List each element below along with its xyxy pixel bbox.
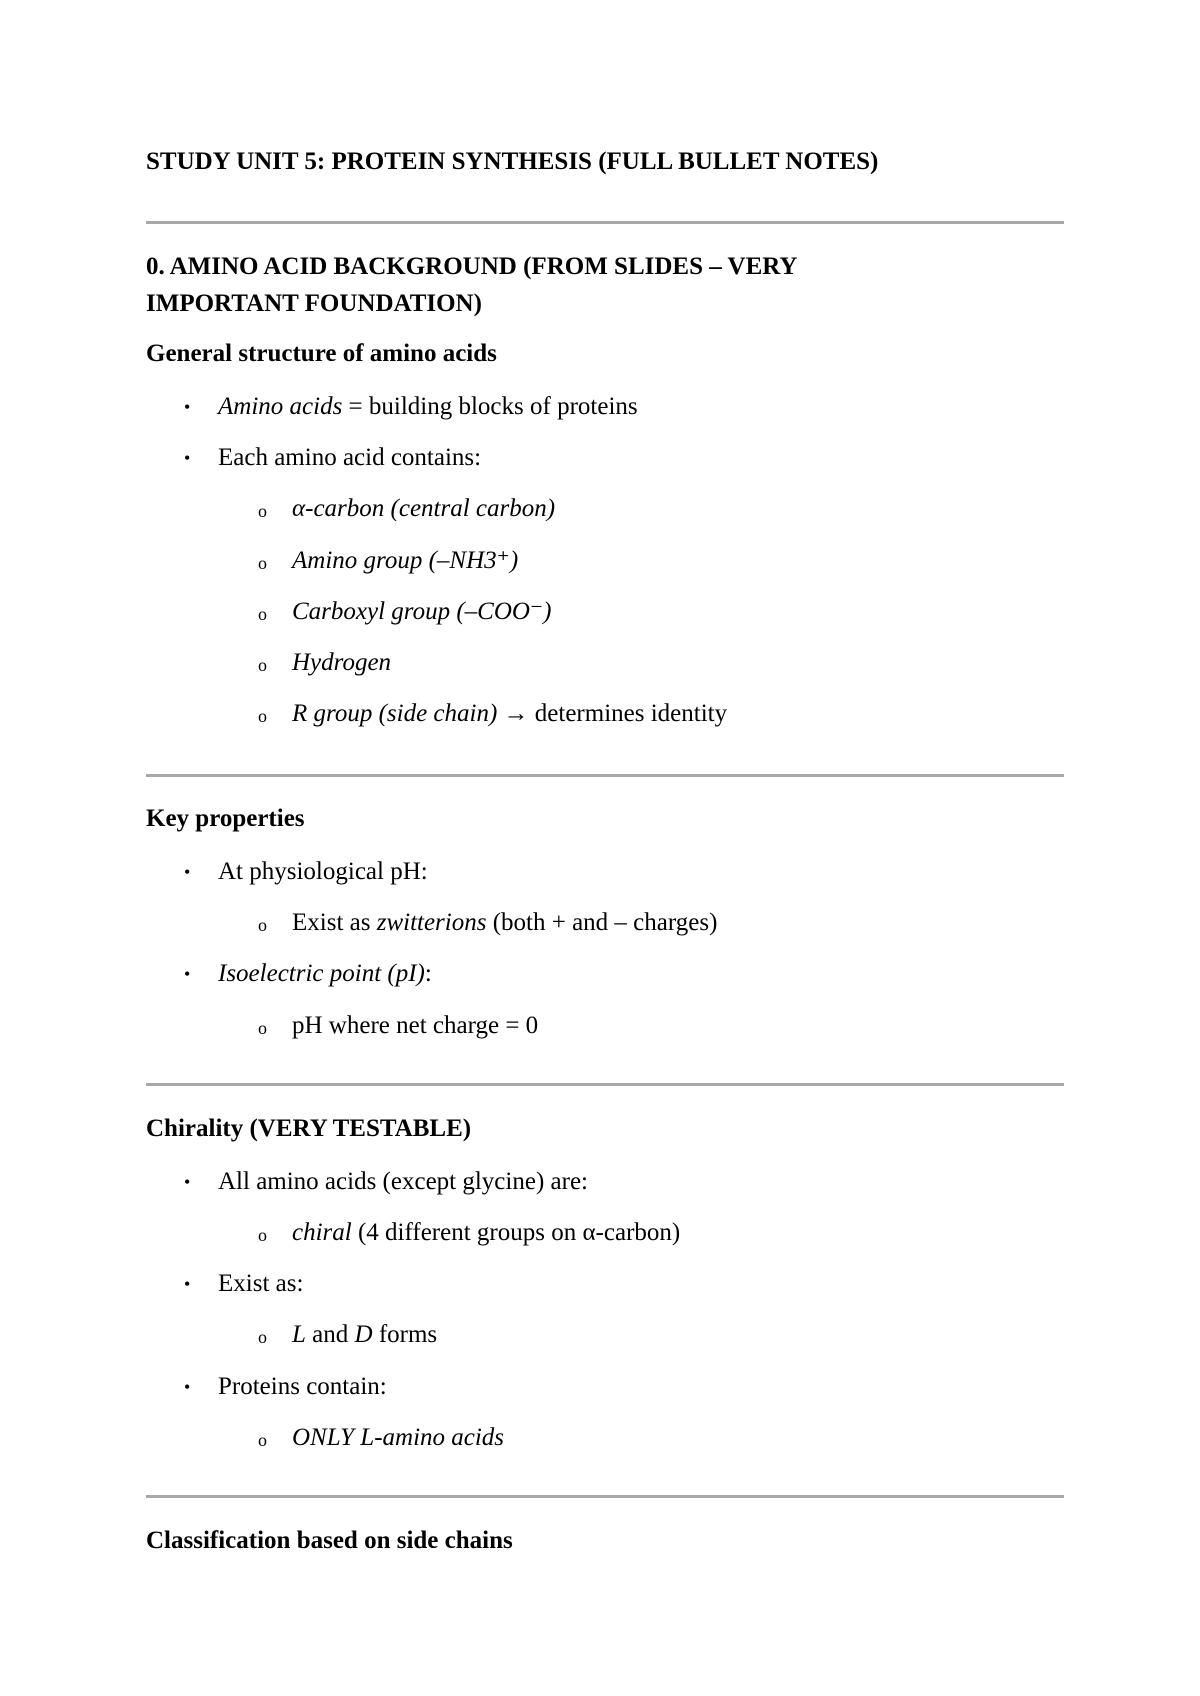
list-item: [184, 857, 428, 887]
bullet-marker: •: [184, 862, 191, 882]
sub-list-item-text: Carboxyl group (–COO⁻): [292, 598, 552, 625]
sub-bullet-marker: o: [258, 1018, 267, 1038]
bullet-marker: •: [184, 1377, 191, 1397]
list-item-text: :: [424, 960, 432, 987]
sub-list-item-text: → determines identity: [497, 700, 728, 727]
sub-list-item-text: (4 different groups on α-carbon): [351, 1219, 681, 1246]
sub-list-item: [258, 1218, 681, 1248]
sub-list-item-text: Hydrogen: [292, 649, 392, 676]
section-heading: [146, 248, 1046, 322]
bullet-marker: •: [184, 397, 191, 417]
list-item: [184, 1269, 304, 1299]
horizontal-rule: [146, 221, 1064, 224]
sub-list-item: [258, 648, 392, 678]
bullet-marker: •: [184, 1274, 191, 1294]
sub-list-item-italic-text: zwitterions: [376, 909, 487, 936]
list-item: [184, 1372, 387, 1402]
sub-bullet-marker: o: [258, 655, 267, 675]
list-item: [184, 959, 432, 989]
section-heading-line: IMPORTANT FOUNDATION): [146, 290, 482, 317]
sub-list-item-text: α-carbon (central carbon): [292, 495, 556, 522]
sub-bullet-marker: o: [258, 1327, 267, 1347]
subheading-classification: Classification based on side chains: [146, 1527, 513, 1554]
sub-list-item: [258, 494, 556, 524]
horizontal-rule: [146, 1083, 1064, 1086]
sub-list-item: [258, 908, 718, 938]
list-item-text: At physiological pH:: [218, 858, 428, 885]
bullet-marker: •: [184, 448, 191, 468]
sub-list-item-text: Exist as: [292, 909, 377, 936]
bullet-marker: •: [184, 964, 191, 984]
list-item-text: All amino acids (except glycine) are:: [218, 1168, 588, 1195]
list-item-text: Proteins contain:: [218, 1373, 387, 1400]
sub-bullet-marker: o: [258, 1225, 267, 1245]
list-item: [184, 443, 482, 473]
subheading-chirality: Chirality (VERY TESTABLE): [146, 1115, 472, 1142]
sub-list-item-text: pH where net charge = 0: [292, 1012, 539, 1039]
horizontal-rule: [146, 774, 1064, 777]
sub-list-item-italic-text: L: [292, 1321, 306, 1348]
sub-bullet-marker: o: [258, 501, 267, 521]
sub-list-item-text: (both + and – charges): [486, 909, 718, 936]
list-item-text: = building blocks of proteins: [342, 393, 638, 420]
sub-bullet-marker: o: [258, 706, 267, 726]
sub-list-item: [258, 1011, 539, 1041]
sub-list-item: [258, 597, 552, 627]
sub-list-item: [258, 1320, 438, 1350]
sub-bullet-marker: o: [258, 553, 267, 573]
subheading-key-properties: Key properties: [146, 805, 305, 832]
list-item-italic-text: Amino acids: [218, 393, 343, 420]
list-item: [184, 392, 638, 422]
section-heading-line: 0. AMINO ACID BACKGROUND (FROM SLIDES – VERY: [146, 253, 798, 280]
sub-list-item-italic-text: chiral: [292, 1219, 352, 1246]
sub-bullet-marker: o: [258, 915, 267, 935]
sub-list-item-text: and: [305, 1321, 355, 1348]
subheading-general-structure: General structure of amino acids: [146, 340, 497, 367]
bullet-marker: •: [184, 1172, 191, 1192]
sub-list-item: [258, 699, 728, 729]
sub-list-item: [258, 1423, 505, 1453]
sub-list-item-text: forms: [372, 1321, 438, 1348]
list-item-text: Exist as:: [218, 1270, 304, 1297]
sub-list-item-text: Amino group (–NH3⁺): [292, 547, 519, 574]
sub-list-item-italic-text: R group (side chain): [292, 700, 498, 727]
sub-bullet-marker: o: [258, 1430, 267, 1450]
sub-list-item-text: ONLY L-amino acids: [292, 1424, 505, 1451]
horizontal-rule: [146, 1495, 1064, 1498]
sub-list-item-italic-text: D: [354, 1321, 373, 1348]
list-item: [184, 1167, 588, 1197]
sub-list-item: [258, 546, 519, 576]
list-item-text: Each amino acid contains:: [218, 444, 482, 471]
list-item-italic-text: Isoelectric point (pI): [218, 960, 425, 987]
sub-bullet-marker: o: [258, 604, 267, 624]
document-title: STUDY UNIT 5: PROTEIN SYNTHESIS (FULL BULLET NOTES): [146, 148, 879, 175]
